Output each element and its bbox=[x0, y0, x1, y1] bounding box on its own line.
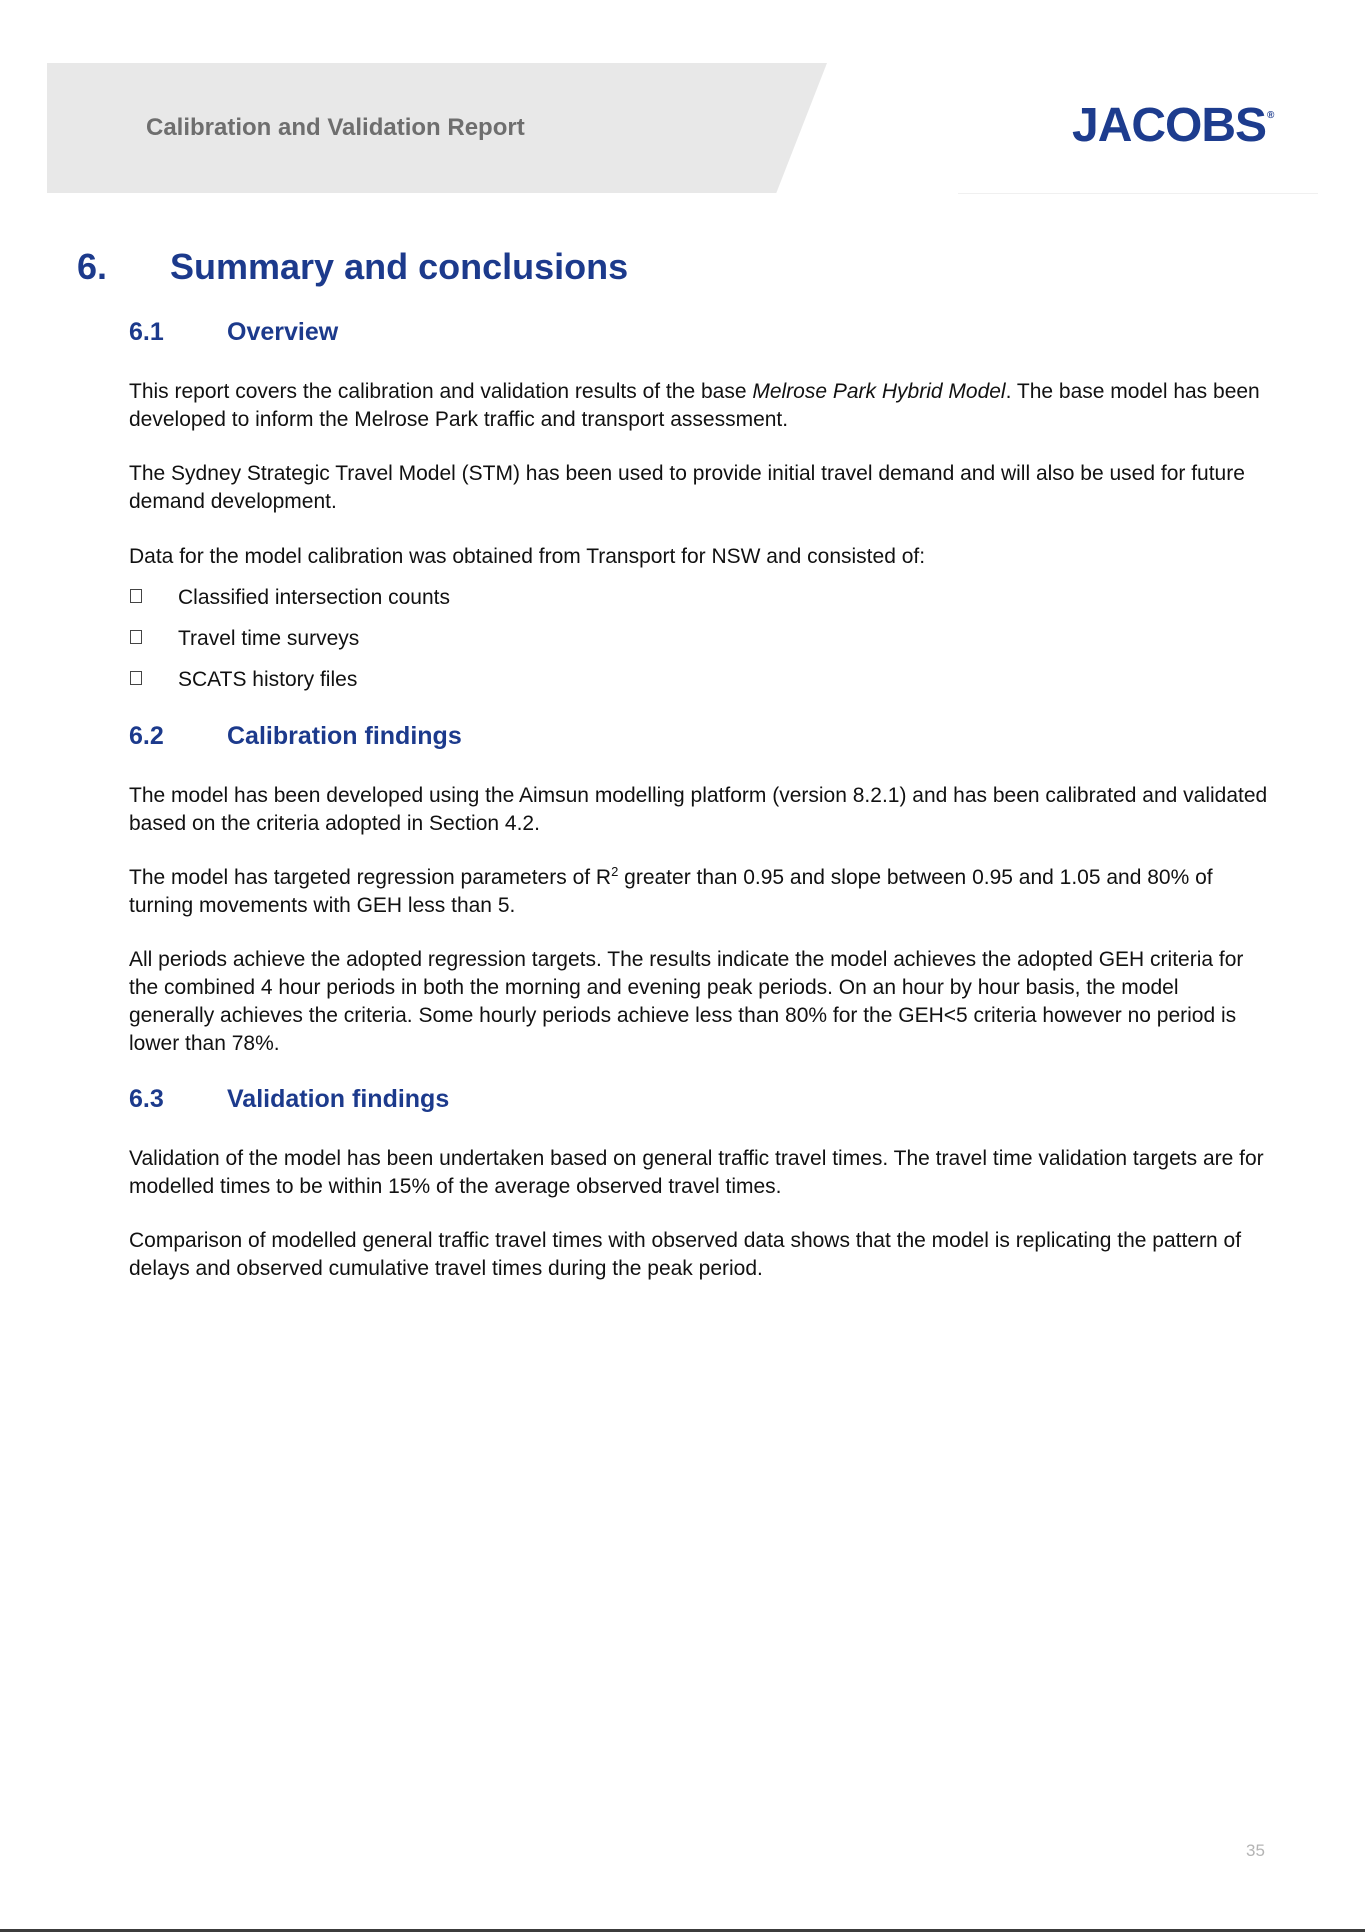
section-number: 6. bbox=[77, 246, 108, 287]
overview-heading bbox=[129, 318, 338, 347]
overview-paragraph-1 bbox=[129, 378, 1269, 434]
overview-paragraph-3: Data for the model calibration was obtained from Transport for NSW and consisted of: bbox=[129, 545, 926, 568]
list-item bbox=[129, 625, 359, 653]
registered-mark: ® bbox=[1267, 110, 1274, 121]
list-item-text: Classified intersection counts bbox=[178, 586, 450, 609]
model-name: Melrose Park Hybrid Model bbox=[752, 380, 1006, 403]
bullet-box-icon bbox=[130, 671, 142, 685]
header-rule bbox=[958, 193, 1318, 194]
overview-paragraph-2: The Sydney Strategic Travel Model (STM) has been used to provide initial travel demand and will also be used for future demand development. bbox=[129, 462, 1245, 513]
calibration-paragraph-2 bbox=[129, 864, 1269, 920]
calibration-number: 6.2 bbox=[129, 722, 164, 750]
section-title: Summary and conclusions bbox=[170, 246, 629, 287]
overview-p1-text-end: . The base model has been developed to inform the Melrose Park traffic and transport assessment. bbox=[129, 380, 1260, 431]
overview-title: Overview bbox=[227, 318, 339, 346]
calibration-title: Calibration findings bbox=[227, 722, 462, 750]
validation-paragraph-2: Comparison of modelled general traffic travel times with observed data shows that the model is replicating the pattern of delays and observed cumulative travel times during the peak period. bbox=[129, 1229, 1242, 1280]
validation-number: 6.3 bbox=[129, 1085, 164, 1113]
calibration-p2-text-end: greater than 0.95 and slope between 0.95 and 1.05 and 80% of turning movements with GEH less than 5. bbox=[129, 866, 1213, 917]
page-number: 35 bbox=[1246, 1841, 1265, 1860]
calibration-paragraph-3: All periods achieve the adopted regression targets. The results indicate the model achieves the adopted GEH criteria for the combined 4 hour periods in both the morning and evening peak periods. On an hour by hour basis, the model generally achieves the criteria. Some hourly periods achieve less than 80% for the GEH<5 criteria however no period is lower than 78%. bbox=[129, 948, 1244, 1055]
list-item bbox=[129, 584, 450, 612]
list-item-text: SCATS history files bbox=[178, 668, 358, 691]
validation-paragraph-1: Validation of the model has been undertaken based on general traffic travel times. The travel time validation targets are for modelled times to be within 15% of the average observed travel times. bbox=[129, 1147, 1264, 1198]
bullet-box-icon bbox=[130, 589, 142, 603]
calibration-paragraph-1: The model has been developed using the Aimsun modelling platform (version 8.2.1) and has been calibrated and validated based on the criteria adopted in Section 4.2. bbox=[129, 784, 1268, 835]
calibration-p2-text: The model has targeted regression parameters of R bbox=[129, 866, 612, 889]
report-title: Calibration and Validation Report bbox=[146, 114, 525, 141]
list-item bbox=[129, 666, 357, 694]
overview-p1-text: This report covers the calibration and validation results of the base bbox=[129, 380, 753, 403]
logo-text: JACOBS bbox=[1072, 99, 1267, 152]
jacobs-logo bbox=[1072, 98, 1273, 153]
superscript: 2 bbox=[611, 864, 619, 879]
bullet-box-icon bbox=[130, 630, 142, 644]
calibration-heading bbox=[129, 722, 462, 751]
section-heading bbox=[77, 246, 628, 288]
validation-heading bbox=[129, 1085, 449, 1114]
list-item-text: Travel time surveys bbox=[178, 627, 360, 650]
validation-title: Validation findings bbox=[227, 1085, 450, 1113]
overview-number: 6.1 bbox=[129, 318, 164, 346]
